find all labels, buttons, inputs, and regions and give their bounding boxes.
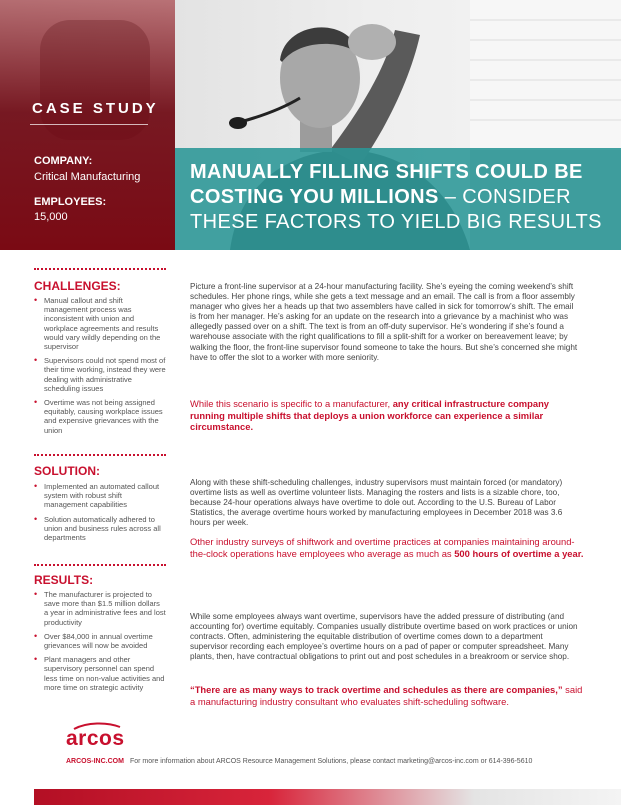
red-overlay xyxy=(0,0,175,250)
company-value: Critical Manufacturing xyxy=(34,171,141,183)
headline-light-line-3: THESE FACTORS TO YIELD BIG RESULTS xyxy=(190,211,602,233)
case-study-divider xyxy=(30,124,148,125)
pull-quote-3-bold: “There are as many ways to track overtime and schedules as there are companies,” xyxy=(190,684,563,695)
employees-value: 15,000 xyxy=(34,211,68,223)
headline-light-line-2: – CONSIDER xyxy=(438,186,571,208)
pull-quote-2-bold: 500 hours of overtime a year. xyxy=(454,547,584,559)
list-item: • Overtime was not being assigned equitably, causing workplace issues and expensive grievances with the union xyxy=(34,398,166,435)
solution-list xyxy=(34,482,166,547)
footer xyxy=(66,758,532,765)
list-item: • Solution automatically adhered to union and business rules across all departments xyxy=(34,515,166,543)
case-study-label: CASE STUDY xyxy=(32,100,159,117)
body-paragraph-2: Along with these shift-scheduling challenges, industry supervisors must maintain forced (or mandatory) overtime lists as well as overtime volunteer lists. Managing the rosters and lists is a sizable chore, too, because 24-hour operations always have overtime to dole out. According to the U.S. Bureau of Labor Statistics, the average overtime hours worked by manufacturing employees in December 2018 was 3.6 hours per week. xyxy=(190,478,563,528)
body-paragraph-3: While some employees always want overtime, supervisors have the added pressure of distributing (and accounting for) overtime equitably. Companies usually distribute overtime based on work practices or union contracts. Often, administering the equitable distribution of overtime comes down to a department supervisor recording each employee’s overtime hours on a pad of paper or computer spreadsheet. Many plants, then, have contractual obligations to print out and post schedules in a breakroom or service shop. xyxy=(190,612,578,662)
list-item: • Over $84,000 in annual overtime grievances will now be avoided xyxy=(34,632,166,650)
list-item: • Supervisors could not spend most of their time working, instead they were dealing with administrative scheduling issues xyxy=(34,356,166,393)
challenges-list xyxy=(34,296,166,440)
solution-title: SOLUTION: xyxy=(34,464,100,478)
list-item: • Plant managers and other supervisory personnel can spend less time on non-value activities and more time on strategic activity xyxy=(34,655,166,692)
company-label: COMPANY: xyxy=(34,155,93,167)
pull-quote-2 xyxy=(190,536,585,559)
pull-quote-1-regular: While this scenario is specific to a manufacturer, xyxy=(190,398,393,409)
headline xyxy=(190,160,610,235)
pull-quote-1 xyxy=(190,398,585,433)
footer-contact-text: For more information about ARCOS Resource Management Solutions, please contact marketing@arcos-inc.com or 614-396-5610 xyxy=(129,758,533,765)
headline-bold-line-2: COSTING YOU MILLIONS xyxy=(190,186,439,208)
dotted-divider xyxy=(34,268,166,270)
results-list xyxy=(34,590,166,697)
footer-website-link[interactable]: ARCOS-INC.COM xyxy=(66,758,124,765)
footer-color-bar xyxy=(34,789,621,805)
dotted-divider xyxy=(34,564,166,566)
list-item: • The manufacturer is projected to save more than $1.5 million dollars a year in administrative fees and lost productivity xyxy=(34,590,166,627)
dotted-divider xyxy=(34,454,166,456)
arcos-logo: arcos xyxy=(66,727,125,750)
body-paragraph-1: Picture a front-line supervisor at a 24-hour manufacturing facility. She’s eyeing the coming weekend’s shift schedules. Her phone rings, while she gets a text message and an email. The call is from a floor assembly manager who gives her a heads up that two assemblers have called in sick for tomorrow’s shift. The email is from her manager. He’s asking for an update on the research into a grievance by a machinist who was allegedly passed over on a shift. The text is from an off-duty supervisor. He’s wondering if she’s found a warehouse associate with the right qualifications to fill a split-shift for a worker on bereavement leave; by walking the floor, the front-line supervisor found someone to take the hours. But she’s concerned she might have to offer the slot to a worker with more seniority. xyxy=(190,282,578,362)
challenges-title: CHALLENGES: xyxy=(34,279,121,293)
pull-quote-3 xyxy=(190,684,585,707)
results-title: RESULTS: xyxy=(34,573,94,587)
pull-quote-1-bold: any critical infrastructure company running multiple shifts that deploys a union workforce can experience a similar circumstance. xyxy=(190,398,550,433)
headline-bold-line-1: MANUALLY FILLING SHIFTS COULD BE xyxy=(190,161,583,183)
pull-quote-2-regular: Other industry surveys of shiftwork and overtime practices at companies maintaining around-the-clock operations have employees who average as much as xyxy=(190,536,575,559)
employees-label: EMPLOYEES: xyxy=(34,196,107,208)
list-item: • Manual callout and shift management process was inconsistent with union and workplace agreements and results would vary wildly depending on the supervisor xyxy=(34,296,166,351)
pull-quote-3-regular: said a manufacturing industry consultant who evaluates shift-scheduling software. xyxy=(190,684,583,707)
list-item: • Implemented an automated callout system with robust shift management capabilities xyxy=(34,482,166,510)
hero-banner xyxy=(0,0,621,250)
